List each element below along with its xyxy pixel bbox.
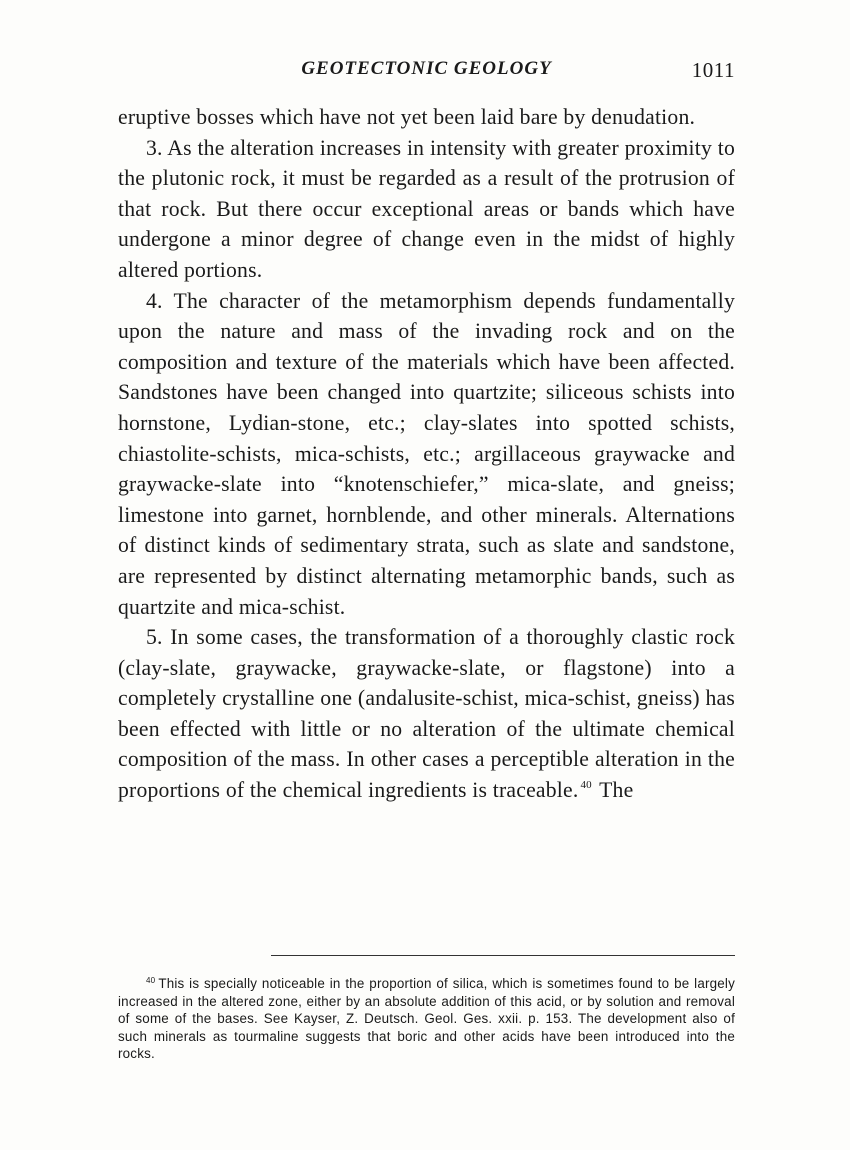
paragraph-3: 3. As the alteration increases in intensity with greater proximity to the plutonic rock, it must be regarded as a result of the protrusion of that rock. But there occur exceptional areas or bands which have undergone a minor degree of change even in the midst of highly altered portions. <box>118 135 735 282</box>
footnote-marker: 40 <box>146 976 156 985</box>
paragraph-4: 4. The character of the metamorphism depends fundamentally upon the nature and mass of the invading rock and on the composition and texture of the materials which have been affected. Sandstones have been changed into quartzite; siliceous schists into hornstone, Lydian-stone, etc.; clay-slates into spotted schists, chiastolite-schists, mica-schists, etc.; argillaceous graywacke and graywacke-slate into “knotenschiefer,” mica-slate, and gneiss; limestone into garnet, hornblende, and other minerals. Alternations of distinct kinds of sedimentary strata, such as slate and sandstone, are represented by distinct alternating metamorphic bands, such as quartzite and mica-schist. <box>118 288 735 619</box>
main-text <box>118 102 735 806</box>
paragraph-continued: eruptive bosses which have not yet been laid bare by denudation. <box>118 105 696 129</box>
footnote-reference[interactable]: 40 <box>580 779 592 792</box>
footnote <box>118 975 735 1063</box>
paragraph-5 <box>118 622 735 806</box>
page-number: 1011 <box>691 58 735 82</box>
footnote-paragraph <box>118 975 735 1063</box>
footnote-divider <box>271 955 735 956</box>
running-head: GEOTECTONIC GEOLOGY <box>301 58 552 79</box>
page-header <box>118 58 735 90</box>
paragraph-5-text: 5. In some cases, the transformation of a thoroughly clastic rock (clay-slate, graywacke, graywacke-slate, or flagstone) into a completely crystalline one (andalusite-schist, mica-schist, gneiss) has been effected with little or no alteration of the ultimate chemical composition of the mass. In other cases a perceptible alteration in the proportions of the chemical ingredients is traceable. <box>118 625 735 803</box>
footnote-text: This is specially noticeable in the proportion of silica, which is sometimes found to be largely increased in the altered zone, either by an absolute addition of this acid, or by solution and removal of some of the bases. See Kayser, Z. Deutsch. Geol. Ges. xxii. p. 153. The development also of such minerals as tourmaline suggests that boric and other acids have been introduced into the rocks. <box>118 976 735 1062</box>
paragraph-5-tail: The <box>599 778 634 803</box>
